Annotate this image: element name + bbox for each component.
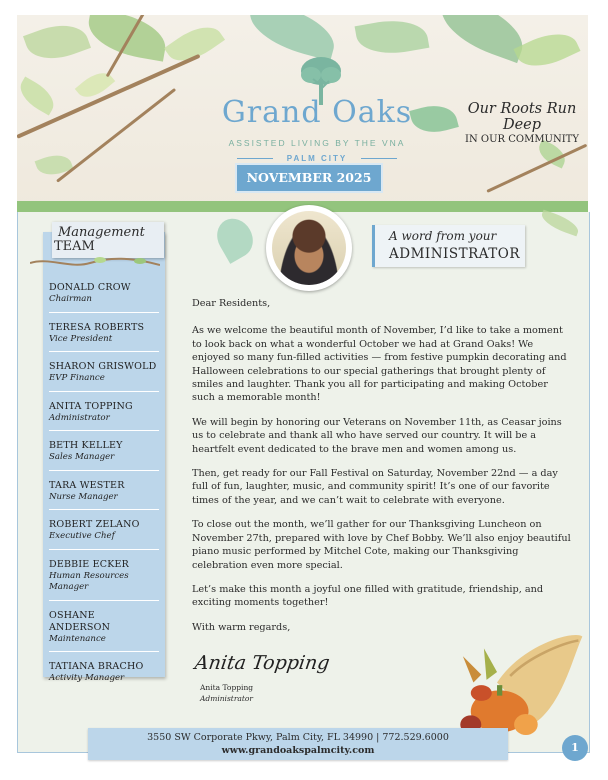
staff-name: ANITA TOPPING [49, 400, 133, 412]
leaf-decoration [164, 17, 225, 71]
logo-title: Grand Oaks [221, 95, 413, 130]
staff-title: Nurse Manager [49, 491, 118, 502]
staff-title: Sales Manager [49, 452, 115, 462]
staff-name: BETH KELLEY [49, 440, 123, 451]
staff-name: TATIANA BRACHO [49, 661, 144, 672]
issue-date: NOVEMBER 2025 [235, 163, 383, 193]
staff-item [49, 519, 159, 550]
staff-item [49, 610, 159, 653]
admin-heading [372, 225, 525, 267]
staff-name: OSHANE ANDERSON [49, 609, 111, 633]
staff-item [49, 361, 159, 392]
staff-item [49, 480, 159, 511]
staff-item [49, 440, 159, 471]
leaf-decoration [35, 150, 74, 180]
staff-item [49, 401, 159, 432]
tagline-sub: IN OUR COMMUNITY [465, 134, 579, 145]
letter-paragraph: Let’s make this month a joyful one filled with gratitude, friendship, and exciting moments together! [192, 583, 544, 609]
footer-website[interactable]: www.grandoakspalmcity.com [221, 745, 375, 756]
staff-title: Executive Chef [49, 531, 115, 541]
tagline-main: Our Roots Run Deep [467, 101, 577, 133]
cornucopia-illustration [455, 630, 585, 735]
staff-name: ROBERT ZELANO [49, 519, 140, 530]
staff-item [49, 661, 159, 691]
logo-city: PALM CITY [286, 154, 348, 163]
signer-name: Anita Topping [200, 683, 254, 692]
staff-item [49, 322, 159, 353]
leaf-decoration [513, 24, 580, 77]
staff-title: Activity Manager [49, 673, 125, 683]
staff-name: TARA WESTER [49, 479, 125, 491]
letter-paragraph: We will begin by honoring our Veterans on November 11th, as Ceasar joins us to celebrate and thank all who have served our country. It will be a heartfelt event dedicated to the brave men and women among us. [192, 416, 562, 455]
branch-decoration [56, 88, 176, 183]
letter-paragraph: As we welcome the beautiful month of November, I’d like to take a moment to look back on what a wonderful October we had at Grand Oaks! We enjoyed so many fun-filled activities — from festive pumpkin decorating and Halloween celebrations to our special gatherings that brought plenty of smiles and laughter. Thank you all for participating and making October such a memorable month! [192, 325, 567, 404]
staff-name: DEBBIE ECKER [49, 558, 130, 570]
footer-address: 3550 SW Corporate Pkwy, Palm City, FL 34990 | 772.529.6000 [147, 732, 449, 743]
staff-item [49, 282, 159, 313]
logo-subtitle: ASSISTED LIVING BY THE VNA [228, 138, 406, 148]
staff-title: EVP Finance [49, 373, 105, 383]
staff-name: DONALD CROW [49, 282, 131, 293]
staff-name: TERESA ROBERTS [49, 321, 145, 333]
admin-heading-main: ADMINISTRATOR [389, 246, 521, 262]
leaf-decoration [17, 76, 60, 115]
admin-photo [272, 211, 346, 285]
newsletter-header [17, 15, 588, 210]
footer [88, 728, 508, 760]
logo-divider-right [361, 158, 397, 159]
branch-decoration [486, 144, 587, 193]
grand-oaks-logo [217, 55, 417, 165]
management-team-label: TEAM [54, 239, 95, 254]
vine-decoration [30, 255, 160, 271]
staff-list [49, 282, 159, 700]
letter-paragraph: To close out the month, we’ll gather for our Thanksgiving Luncheon on November 27th, prepared with love by Chef Bobby. We’ll also enjoy beautiful piano music performed by Mitchel Cote, making our Thanksgiving celebration even more special. [192, 519, 571, 571]
admin-letter [192, 297, 572, 645]
admin-heading-top: A word from your [389, 229, 497, 243]
page-number: 1 [562, 735, 588, 761]
signer-title: Administrator [200, 694, 253, 703]
letter-paragraph: Then, get ready for our Fall Festival on Saturday, November 22nd — a day full of fun, laughter, music, and community spirit! It’s one of our favorite times of the year, and we can’t wait to celebrate with everyone. [192, 468, 558, 506]
staff-name: SHARON GRISWOLD [49, 361, 157, 372]
staff-title: Human Resources Manager [49, 570, 129, 592]
staff-title: Chairman [49, 294, 92, 304]
letter-closing: With warm regards, [192, 621, 291, 633]
signature: Anita Topping [193, 652, 332, 674]
letter-greeting: Dear Residents, [192, 298, 271, 309]
leaf-decoration [355, 15, 430, 60]
staff-title: Vice President [49, 333, 113, 344]
staff-item [49, 559, 159, 601]
management-title: Management [58, 225, 145, 240]
management-heading [52, 222, 164, 258]
staff-title: Administrator [49, 412, 110, 423]
tagline [462, 101, 582, 146]
leaf-decoration [23, 16, 91, 68]
staff-title: Maintenance [49, 633, 106, 644]
